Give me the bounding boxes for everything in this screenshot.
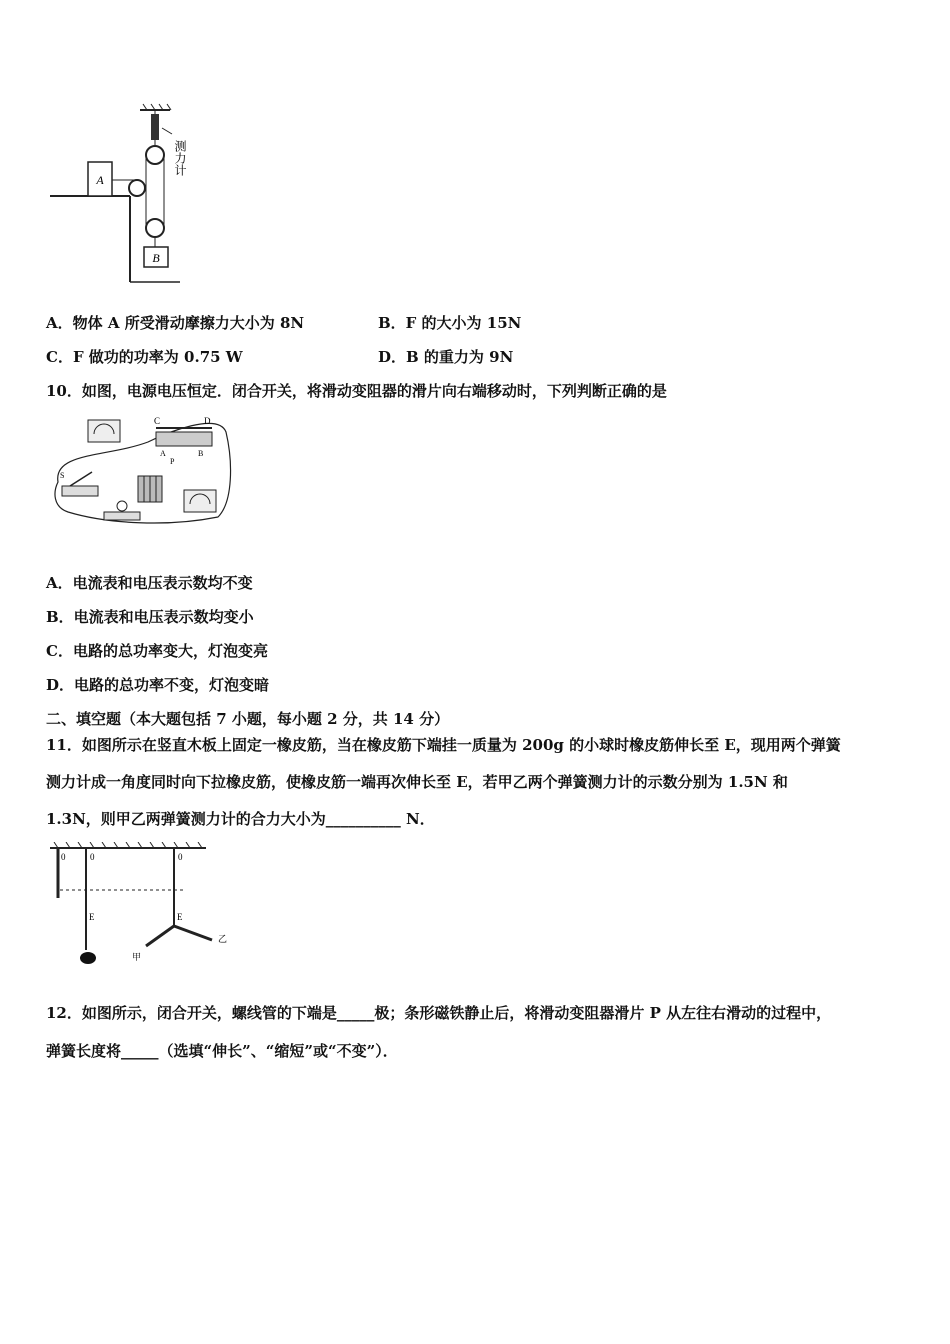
q10-option-a: A．电流表和电压表示数均不变 bbox=[46, 574, 253, 592]
q10-label-p: P bbox=[170, 457, 175, 466]
q11-label-yi: 乙 bbox=[218, 934, 228, 944]
q9-option-b: B．F 的大小为 15N bbox=[378, 314, 522, 332]
q11-label-o1: 0 bbox=[61, 852, 66, 862]
section2-title: 二、填空题（本大题包括 7 小题，每小题 2 分，共 14 分） bbox=[46, 710, 450, 728]
q11-label-e1: E bbox=[89, 912, 95, 922]
q10-stem: 10．如图，电源电压恒定．闭合开关，将滑动变阻器的滑片向右端移动时，下列判断正确的是 bbox=[46, 382, 667, 400]
q10-label-s: S bbox=[60, 471, 65, 480]
q10-label-b: B bbox=[198, 449, 204, 458]
q11-figure bbox=[46, 842, 236, 972]
q10-option-b: B．电流表和电压表示数均变小 bbox=[46, 608, 254, 626]
q9-option-c: C．F 做功的功率为 0.75 W bbox=[46, 348, 243, 366]
q9-pulley-figure bbox=[40, 100, 220, 290]
q10-option-c: C．电路的总功率变大，灯泡变亮 bbox=[46, 642, 268, 660]
q9-block-b-label: B bbox=[152, 251, 160, 265]
q9-meter-label: 测力计 bbox=[173, 140, 187, 176]
q11-label-o2: 0 bbox=[90, 852, 95, 862]
q11-line3: 1.3N，则甲乙两弹簧测力计的合力大小为__________ N． bbox=[46, 810, 435, 828]
q11-label-e2: E bbox=[177, 912, 183, 922]
q12-line1: 12．如图所示，闭合开关，螺线管的下端是_____极；条形磁铁静止后，将滑动变阻器滑片 P 从左往右滑动的过程中， bbox=[46, 1004, 832, 1022]
q10-label-d: D bbox=[204, 416, 211, 426]
q9-option-a: A．物体 A 所受滑动摩擦力大小为 8N bbox=[46, 314, 305, 332]
q11-line1: 11．如图所示在竖直木板上固定一橡皮筋，当在橡皮筋下端挂一质量为 200g 的小球时橡皮筋伸长至 E，现用两个弹簧 bbox=[46, 736, 841, 754]
q12-line2: 弹簧长度将_____（选填“伸长”、“缩短”或“不变”）． bbox=[46, 1042, 398, 1060]
q10-label-c: C bbox=[154, 416, 161, 426]
q9-block-a-label: A bbox=[96, 173, 104, 187]
q11-label-o3: 0 bbox=[178, 852, 183, 862]
q10-label-a: A bbox=[160, 449, 166, 458]
q11-label-jia: 甲 bbox=[132, 952, 142, 962]
q9-option-d: D．B 的重力为 9N bbox=[378, 348, 514, 366]
q10-option-d: D．电路的总功率不变，灯泡变暗 bbox=[46, 676, 270, 694]
q11-line2: 测力计成一角度同时向下拉橡皮筋，使橡皮筋一端再次伸长至 E，若甲乙两个弹簧测力计的示数分别为 1.5N 和 bbox=[46, 773, 788, 791]
q10-circuit-figure bbox=[48, 412, 238, 532]
